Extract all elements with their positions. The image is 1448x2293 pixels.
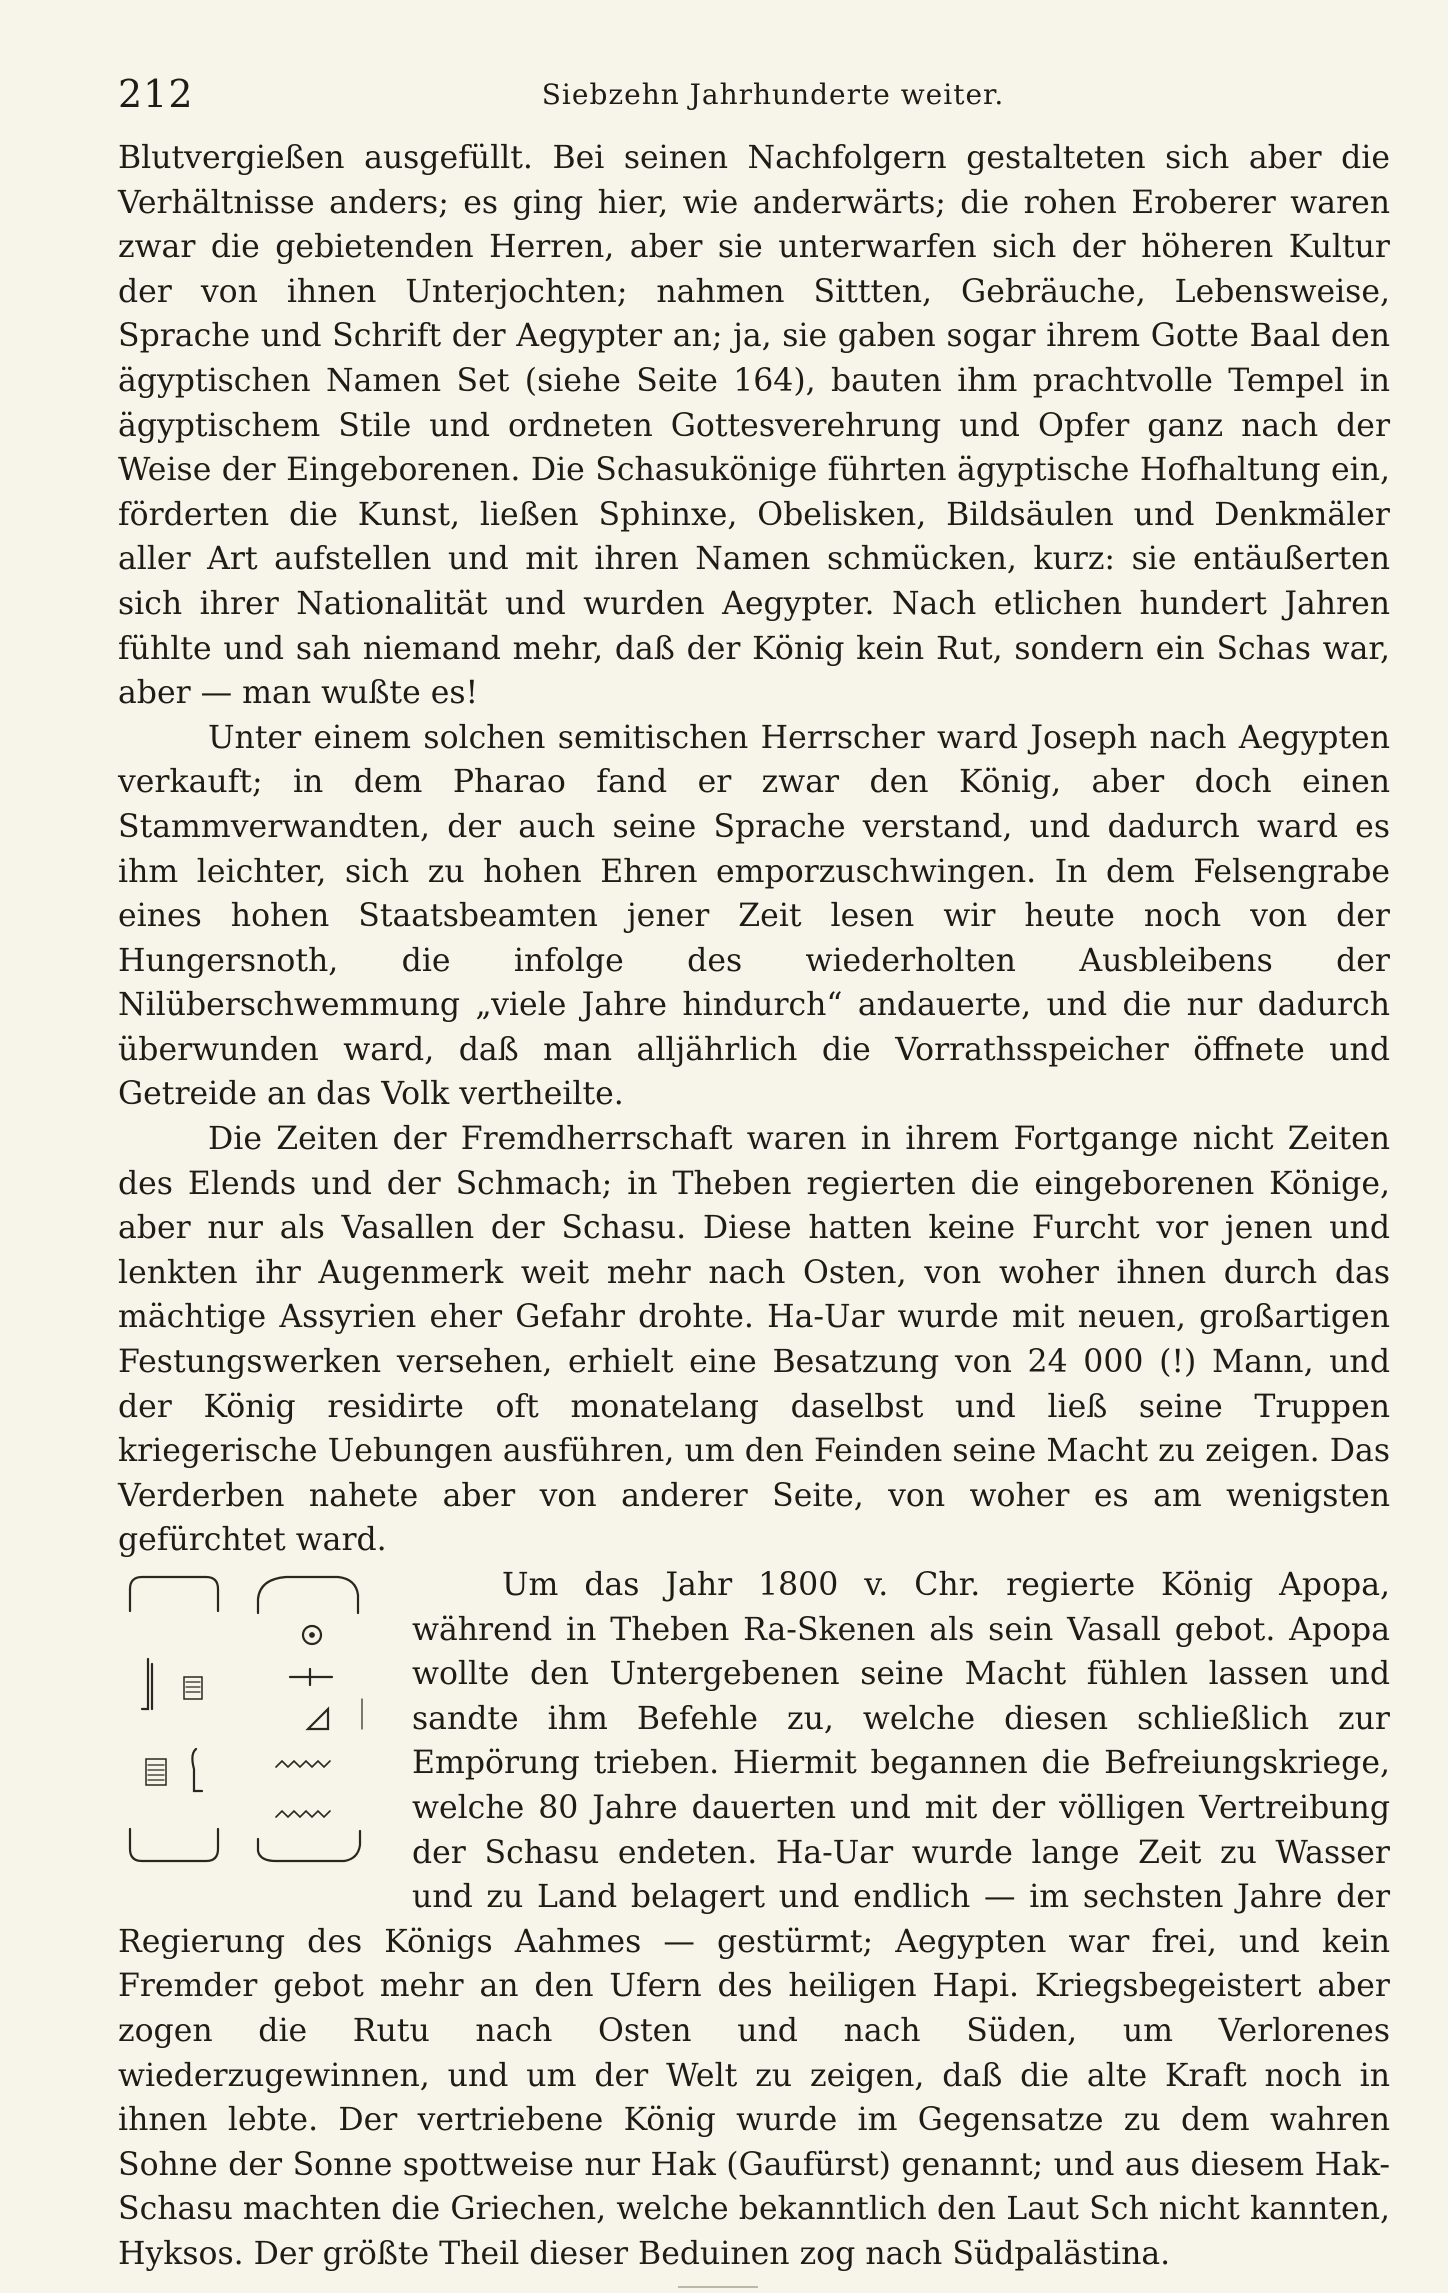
paragraph-3: Die Zeiten der Fremdherrschaft waren in ihrem Fortgange nicht Zeiten des Elends und der Schmach; in Theben regierten die eingeborenen Könige, aber nur als Vasallen der Schasu. Diese hatten keine Furcht vor jenen und lenkten ihr Augenmerk weit mehr nach Osten, von woher ihnen durch das mächtige Assyrien eher Gefahr drohte. Ha-Uar wurde mit neuen, großartigen Festungswerken versehen, erhielt eine Besatzung von 24 000 (!) Mann, und der König residirte oft monatelang daselbst und ließ seine Truppen kriegerische Uebungen ausführen, um den Feinden seine Macht zu zeigen. Das Verderben nahete aber von anderer Seite, von woher es am wenigsten gefürchtet ward. xyxy=(118,1121,1390,1559)
hieroglyph-cartouche-icon xyxy=(118,1569,390,1895)
paragraph-1: Blutvergießen ausgefüllt. Bei seinen Nachfolgern gestalteten sich aber die Verhältnisse anders; es ging hier, wie anderwärts; die rohen Eroberer waren zwar die gebietenden Herren, aber sie unterwarfen sich der höheren Kultur der von ihnen Unterjochten; nahmen Sittten, Gebräuche, Lebensweise, Sprache und Schrift der Aegypter an; ja, sie gaben sogar ihrem Gotte Baal den ägyptischen Namen Set (siehe Seite 164), bauten ihm prachtvolle Tempel in ägyptischem Stile und ordneten Gottesverehrung und Opfer ganz nach der Weise der Eingeborenen. Die Schasukönige führten ägyptische Hofhaltung ein, förderten die Kunst, ließen Sphinxe, Obelisken, Bildsäulen und Denkmäler aller Art aufstellen und mit ihren Namen schmücken, kurz: sie entäußerten sich ihrer Nationalität und wurden Aegypter. Nach etlichen hundert Jahren fühlte und sah niemand mehr, daß der König kein Rut, sondern ein Schas war, aber — man wußte es! xyxy=(118,140,1390,712)
page-header xyxy=(118,68,1388,124)
cartouche-left-outline xyxy=(130,1577,218,1589)
running-head: Siebzehn Jahrhunderte weiter. xyxy=(541,78,1005,111)
page-number: 212 xyxy=(118,72,194,116)
page-bottom-rule xyxy=(678,2286,758,2288)
paragraph-4: Um das Jahr 1800 v. Chr. regierte König Apopa, während in Theben Ra-Skenen als sein Vasall gebot. Apopa wollte den Untergebenen seine Macht fühlen lassen und sandte ihm Befehle zu, welche diesen schließlich zur Empörung trieben. Hiermit begannen die Befreiungskriege, welche 80 Jahre dauerten und mit der völligen Vertreibung der Schasu endeten. Ha-Uar wurde lange Zeit zu Wasser und zu Land belagert und endlich — im sechsten Jahre der Regierung des Königs Aahmes — gestürmt; Aegypten war frei, und kein Fremder gebot mehr an den Ufern des heiligen Hapi. Kriegsbegeistert aber zogen die Rutu nach Osten und nach Süden, um Verlorenes wiederzugewinnen, und um der Welt zu zeigen, daß die alte Kraft noch in ihnen lebte. Der vertriebene König wurde im Gegensatze zu dem wahren Sohne der Sonne spottweise nur Hak (Gaufürst) genannt; und aus diesem Hak-Schasu machten die Griechen, welche bekanntlich den Laut Sch nicht kannten, Hyksos. Der größte Theil dieser Beduinen zog nach Südpalästina. xyxy=(118,1567,1390,2272)
hieroglyph-cartouche-figure xyxy=(118,1569,390,1895)
cartouche-right-outline xyxy=(258,1577,358,1599)
body-text xyxy=(118,136,1390,2277)
paragraph-2: Unter einem solchen semitischen Herrscher ward Joseph nach Aegypten verkauft; in dem Pharao fand er zwar den König, aber doch einen Stammverwandten, der auch seine Sprache verstand, und dadurch ward es ihm leichter, sich zu hohen Ehren emporzuschwingen. In dem Felsengrabe eines hohen Staatsbeamten jener Zeit lesen wir heute noch von der Hungersnoth, die infolge des wiederholten Ausbleibens der Nilüberschwemmung „viele Jahre hindurch“ andauerte, und die nur dadurch überwunden ward, daß man alljährlich die Vorrathsspeicher öffnete und Getreide an das Volk vertheilte. xyxy=(118,719,1390,1113)
